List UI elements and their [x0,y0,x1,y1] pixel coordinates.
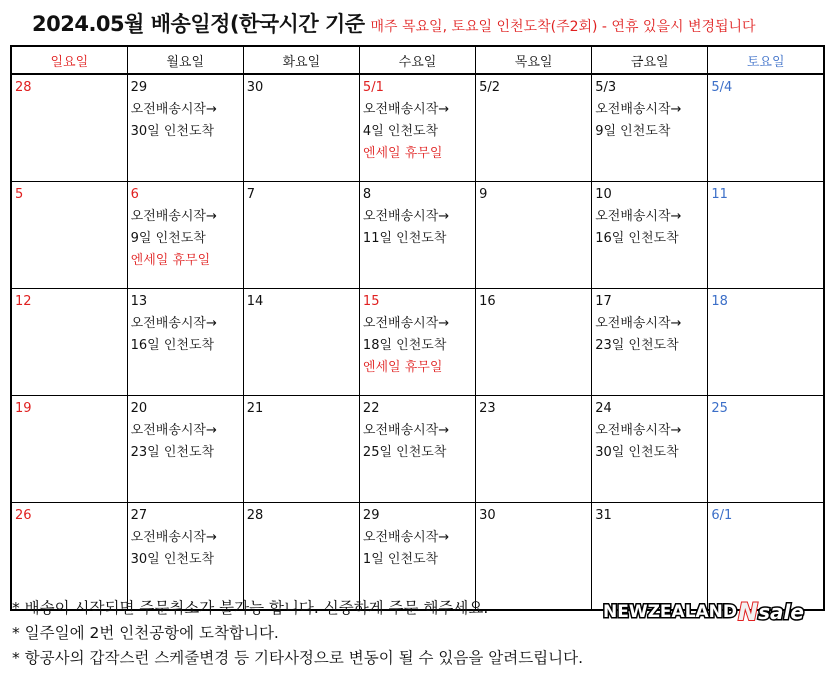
day-cell [243,503,359,611]
day-number: 8 [362,187,372,202]
day-cell [359,289,475,396]
day-number: 5/3 [595,80,617,95]
day-number: 5/2 [479,80,500,95]
shipping-start: 오전배송시작→ [595,102,682,117]
day-number: 12 [15,294,32,309]
day-number: 25 [711,401,728,416]
logo-n: N [738,598,759,626]
day-number: 9 [479,187,488,202]
day-cell [592,396,708,503]
logo-sale: sale [758,600,804,624]
day-number: 23 [479,401,496,416]
day-number: 30 [479,508,496,523]
day-cell [11,182,127,289]
day-number: 26 [15,508,32,523]
shipping-start: 오전배송시작→ [130,423,217,438]
day-number: 6/1 [711,508,733,523]
day-cell [243,396,359,503]
day-cell [476,289,592,396]
incheon-arrival: 16일 인천도착 [130,338,215,353]
shipping-start: 오전배송시작→ [362,209,450,224]
day-cell [592,74,708,182]
day-cell [708,74,824,182]
day-cell [708,182,824,289]
week-row [11,503,824,611]
day-cell [476,74,592,182]
incheon-arrival: 23일 인천도착 [595,338,679,353]
day-number: 28 [246,508,264,523]
incheon-arrival: 1일 인천도착 [362,552,439,567]
holiday-note: 엔세일 휴무일 [130,253,211,268]
day-number: 15 [362,294,380,309]
day-cell [127,182,243,289]
note-line: * 배송이 시작되면 주문취소가 불가능 합니다. 신중하게 주문 해주세요. [12,599,489,617]
day-number: 24 [595,401,612,416]
day-number: 31 [595,508,612,523]
notes [12,596,612,671]
day-number: 16 [479,294,496,309]
shipping-start: 오전배송시작→ [362,530,450,545]
shipping-start: 오전배송시작→ [130,102,217,117]
day-number: 29 [130,80,148,95]
day-cell [127,503,243,611]
day-cell [11,503,127,611]
day-cell [592,503,708,611]
day-number: 14 [246,294,264,309]
day-cell [127,74,243,182]
day-number: 13 [130,294,148,309]
week-row [11,289,824,396]
day-cell [359,396,475,503]
incheon-arrival: 23일 인천도착 [130,445,215,460]
week-row [11,396,824,503]
incheon-arrival: 9일 인천도착 [595,124,671,139]
weekday-header: 토요일 [708,46,824,74]
day-cell [359,74,475,182]
weekday-header: 일요일 [11,46,127,74]
newzealand-nsale-logo [603,598,825,626]
day-cell [11,289,127,396]
day-cell [592,289,708,396]
shipping-start: 오전배송시작→ [595,316,682,331]
day-number: 5/1 [362,80,384,95]
day-number: 21 [246,401,264,416]
incheon-arrival: 4일 인천도착 [362,124,439,139]
incheon-arrival: 16일 인천도착 [595,231,679,246]
incheon-arrival: 18일 인천도착 [362,338,447,353]
title-main: 2024.05월 배송일정(한국시간 기준 [32,12,365,36]
day-cell [708,396,824,503]
day-number: 29 [362,508,380,523]
day-cell [476,182,592,289]
day-cell [127,289,243,396]
day-number: 6 [130,187,139,202]
note-line: * 항공사의 갑작스런 스케줄변경 등 기타사정으로 변동이 될 수 있음을 알려드립니다. [12,649,584,667]
day-number: 7 [246,187,256,202]
day-cell [359,503,475,611]
weekday-header: 월요일 [127,46,243,74]
day-number: 20 [130,401,148,416]
weekday-header: 금요일 [592,46,708,74]
day-cell [243,182,359,289]
weekday-header: 목요일 [476,46,592,74]
day-cell [243,74,359,182]
day-number: 19 [15,401,32,416]
day-number: 10 [595,187,612,202]
day-cell [476,503,592,611]
day-cell [476,396,592,503]
shipping-start: 오전배송시작→ [130,209,217,224]
incheon-arrival: 30일 인천도착 [130,552,215,567]
day-cell [359,182,475,289]
shipping-start: 오전배송시작→ [362,102,450,117]
incheon-arrival: 30일 인천도착 [130,124,215,139]
week-row [11,74,824,182]
day-cell [243,289,359,396]
holiday-note: 엔세일 휴무일 [362,360,443,375]
day-number: 17 [595,294,612,309]
incheon-arrival: 11일 인천도착 [362,231,447,246]
day-number: 22 [362,401,380,416]
shipping-start: 오전배송시작→ [595,423,682,438]
day-number: 30 [246,80,264,95]
page-title [32,8,756,42]
day-cell [127,396,243,503]
day-number: 27 [130,508,148,523]
logo-text: NEWZEALAND [603,602,738,622]
day-number: 5/4 [711,80,733,95]
note-line: * 일주일에 2번 인천공항에 도착합니다. [12,624,279,642]
shipping-start: 오전배송시작→ [595,209,682,224]
weekday-header: 수요일 [359,46,475,74]
title-subtitle: 매주 목요일, 토요일 인천도착(주2회) - 연휴 있을시 변경됩니다 [370,19,756,35]
calendar-body [11,74,824,610]
day-cell [708,503,824,611]
day-number: 28 [15,80,32,95]
shipping-start: 오전배송시작→ [362,423,450,438]
incheon-arrival: 30일 인천도착 [595,445,679,460]
day-cell [11,74,127,182]
day-cell [592,182,708,289]
incheon-arrival: 25일 인천도착 [362,445,447,460]
calendar-table [10,45,825,611]
weekday-header-row [11,46,824,74]
shipping-start: 오전배송시작→ [130,530,217,545]
shipping-start: 오전배송시작→ [362,316,450,331]
day-number: 5 [15,187,24,202]
day-cell [708,289,824,396]
day-number: 11 [711,187,728,202]
week-row [11,182,824,289]
weekday-header: 화요일 [243,46,359,74]
shipping-start: 오전배송시작→ [130,316,217,331]
day-number: 18 [711,294,728,309]
day-cell [11,396,127,503]
incheon-arrival: 9일 인천도착 [130,231,206,246]
holiday-note: 엔세일 휴무일 [362,146,443,161]
